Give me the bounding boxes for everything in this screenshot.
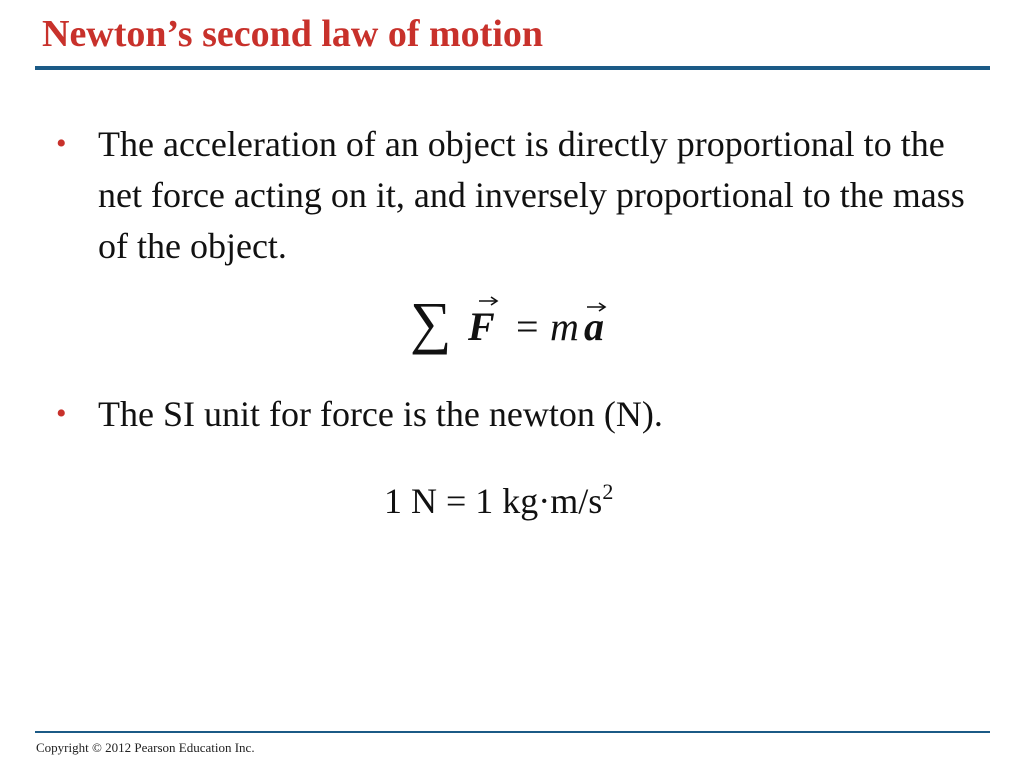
bullet-text-2: The SI unit for force is the newton (N). xyxy=(98,394,663,434)
slide-title: Newton’s second law of motion xyxy=(42,13,544,55)
unit-equation-exponent: 2 xyxy=(602,479,614,504)
bullet-text-1: The acceleration of an object is directly proportional to the net force acting on it, and inversely proportional to the mass of the object. xyxy=(98,124,965,266)
bullet-marker-2: • xyxy=(56,397,67,430)
footer-divider xyxy=(35,731,990,733)
newton-second-law-formula xyxy=(410,292,620,362)
unit-equation xyxy=(384,476,613,531)
acceleration-vector: a xyxy=(584,304,604,349)
unit-equation-main: 1 N = 1 kg·m/s xyxy=(384,481,603,521)
force-vector: F xyxy=(468,304,495,349)
summation-symbol: ∑ xyxy=(410,290,452,355)
title-divider xyxy=(35,66,990,70)
mass-symbol: m xyxy=(550,304,579,349)
equals-sign: = xyxy=(516,304,539,349)
copyright-footer: Copyright © 2012 Pearson Education Inc. xyxy=(36,740,255,755)
bullet-marker-1: • xyxy=(56,127,67,160)
